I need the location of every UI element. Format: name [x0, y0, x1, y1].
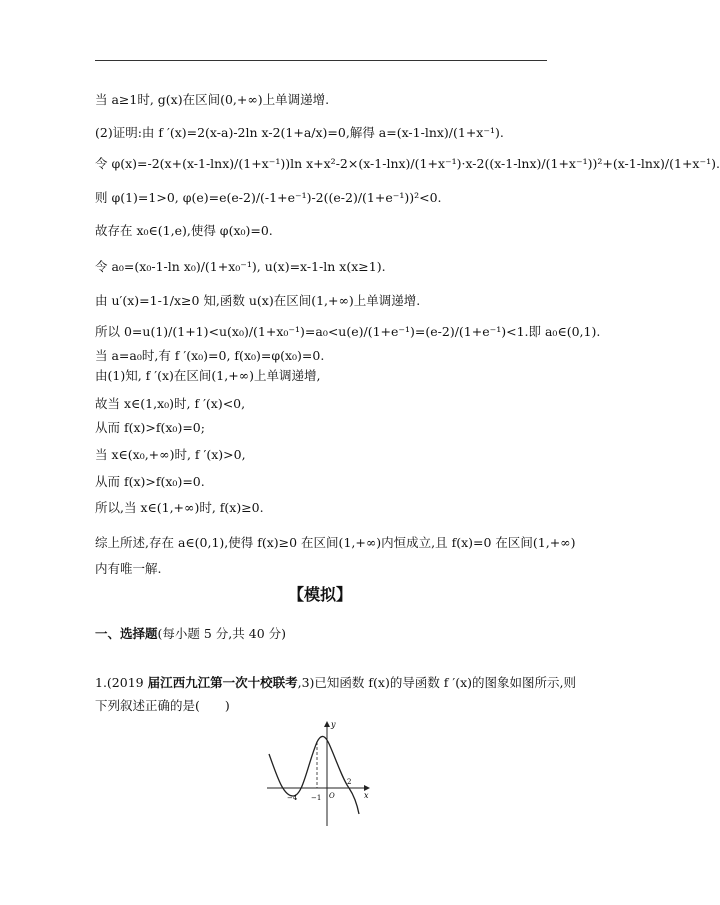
text-line: 当 x∈(x₀,+∞)时, f ′(x)>0, — [95, 447, 246, 462]
text-line: 从而 f(x)>f(x₀)=0. — [95, 474, 205, 489]
x-axis-label: x — [364, 791, 369, 800]
section-title-label: 一、选择题 — [95, 626, 158, 641]
text-line: 综上所述,存在 a∈(0,1),使得 f(x)≥0 在区间(1,+∞)内恒成立,且 f(x)=0 在区间(1,+∞) — [95, 535, 576, 550]
origin-label: O — [329, 792, 335, 800]
tick-label-neg1: −1 — [311, 794, 322, 802]
question-line: 下列叙述正确的是( ) — [95, 698, 230, 713]
derivative-curve — [269, 736, 359, 814]
tick-label-neg4: −4 — [287, 794, 298, 802]
question-source: 届江西九江第一次十校联考 — [147, 675, 298, 690]
question-text: ,3)已知函数 f(x)的导函数 f ′(x)的图象如图所示,则 — [297, 675, 577, 690]
text-line: 当 a≥1时, g(x)在区间(0,+∞)上单调递增. — [95, 92, 330, 107]
text-line: (2)证明:由 f ′(x)=2(x-a)-2ln x-2(1+a/x)=0,解得 a=(x-1-lnx)/(1+x⁻¹). — [95, 125, 504, 140]
text-line: 所以 0=u(1)/(1+1)<u(x₀)/(1+x₀⁻¹)=a₀<u(e)/(1+e⁻¹)=(e-2)/(1+e⁻¹)<1.即 a₀∈(0,1). — [95, 324, 601, 339]
text-line: 故存在 x₀∈(1,e),使得 φ(x₀)=0. — [95, 223, 273, 238]
text-line: 令 φ(x)=-2(x+(x-1-lnx)/(1+x⁻¹))ln x+x²-2×(x-1-lnx)/(1+x⁻¹)·x-2((x-1-lnx)/(1+x⁻¹))²+(x-1-lnx)/(1+x⁻¹). — [95, 156, 720, 171]
text-line: 内有唯一解. — [95, 561, 162, 576]
header-rule — [95, 60, 547, 61]
text-line: 令 a₀=(x₀-1-ln x₀)/(1+x₀⁻¹), u(x)=x-1-ln x(x≥1). — [95, 259, 386, 274]
y-axis-label: y — [331, 720, 336, 729]
text-line: 则 φ(1)=1>0, φ(e)=e(e-2)/(-1+e⁻¹)-2((e-2)/(1+e⁻¹))²<0. — [95, 190, 442, 205]
text-line: 故当 x∈(1,x₀)时, f ′(x)<0, — [95, 396, 246, 411]
question-line — [95, 675, 576, 691]
derivative-graph — [265, 718, 377, 830]
text-line: 从而 f(x)>f(x₀)=0; — [95, 420, 205, 435]
text-line: 由(1)知, f ′(x)在区间(1,+∞)上单调递增, — [95, 368, 321, 383]
text-line: 由 u′(x)=1-1/x≥0 知,函数 u(x)在区间(1,+∞)上单调递增. — [95, 293, 421, 308]
section-heading: 【模拟】 — [287, 585, 352, 604]
question-prefix: 1.(2019 — [95, 675, 148, 690]
text-line: 当 a=a₀时,有 f ′(x₀)=0, f(x₀)=φ(x₀)=0. — [95, 348, 325, 363]
section-title — [95, 624, 286, 642]
text-line: 所以,当 x∈(1,+∞)时, f(x)≥0. — [95, 500, 264, 515]
tick-label-2: 2 — [347, 778, 352, 786]
section-note: (每小题 5 分,共 40 分) — [157, 626, 286, 641]
